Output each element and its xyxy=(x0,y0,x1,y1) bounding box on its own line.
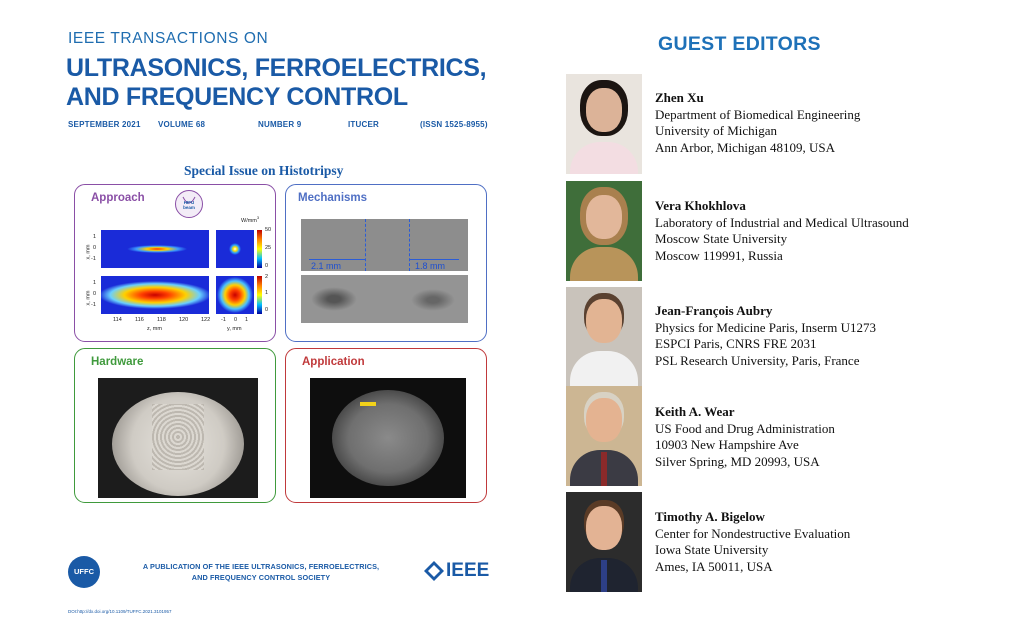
badge-line1: HIFU xyxy=(183,200,195,205)
transducer-photo xyxy=(98,378,258,498)
heat-field-bottom xyxy=(101,276,209,314)
cbar-top-0: 0 xyxy=(265,263,269,269)
tick-bot-1: 1 xyxy=(93,280,97,286)
xtick-122: 122 xyxy=(201,317,211,323)
journal-title-line1: ULTRASONICS, FERROELECTRICS, xyxy=(66,54,487,82)
approach-title: Approach xyxy=(91,192,145,204)
hifu-beam-badge xyxy=(175,190,203,218)
cbar-top-50: 50 xyxy=(265,227,272,233)
editor-affiliation-line: University of Michigan xyxy=(655,123,778,139)
editor-name: Keith A. Wear xyxy=(655,404,735,419)
editor-affiliation-line: Physics for Medicine Paris, Inserm U1273 xyxy=(655,319,876,335)
uffc-logo: UFFC xyxy=(68,556,100,588)
editor-affiliation-line: Ames, IA 50011, USA xyxy=(655,558,773,574)
ieee-diamond-icon xyxy=(424,561,444,581)
colorbar-bottom xyxy=(257,276,262,314)
tick-top-0: 0 xyxy=(93,245,97,251)
ieee-wordmark: IEEE xyxy=(446,560,490,581)
editor-affiliation-line: US Food and Drug Administration xyxy=(655,420,835,436)
doi-link[interactable]: DOI:http://dx.doi.org/10.1109/TUFFC.2021.3101957 xyxy=(68,609,172,614)
measure-1-8mm: 1.8 mm xyxy=(415,261,446,271)
editor-entry-timothy-bigelow xyxy=(655,509,850,575)
measure-2-1mm: 2.1 mm xyxy=(311,261,342,271)
guest-editors-title: GUEST EDITORS xyxy=(658,33,821,55)
xaxis-label: z, mm xyxy=(147,326,162,332)
tick-top-1: 1 xyxy=(93,234,97,240)
editor-photo-jean-francois-aubry xyxy=(566,287,642,387)
cbar-bot-0: 0 xyxy=(265,307,269,313)
editor-entry-zhen-xu xyxy=(655,90,860,156)
ytick-m1: -1 xyxy=(221,317,226,323)
editor-affiliation-line: PSL Research University, Paris, France xyxy=(655,352,860,368)
journal-code: ITUCER xyxy=(348,120,379,129)
heat-cross-bottom xyxy=(216,276,254,314)
editor-affiliation-line: Laboratory of Industrial and Medical Ultrasound xyxy=(655,214,909,230)
editor-entry-jean-francois-aubry xyxy=(655,303,876,369)
pressure-field-top xyxy=(101,230,209,268)
editor-name: Zhen Xu xyxy=(655,90,704,105)
editor-entry-vera-khokhlova xyxy=(655,198,909,264)
cbar-top-25: 25 xyxy=(265,245,272,251)
publication-statement: A PUBLICATION OF THE IEEE ULTRASONICS, FERROELECTRICS, AND FREQUENCY CONTROL SOCIETY xyxy=(142,562,380,582)
application-panel xyxy=(285,348,487,503)
issue-date: SEPTEMBER 2021 xyxy=(68,120,141,129)
mechanism-image-top xyxy=(301,219,468,271)
editor-entry-keith-wear xyxy=(655,404,835,470)
issue-number: NUMBER 9 xyxy=(258,120,302,129)
editor-affiliation-line: Department of Biomedical Engineering xyxy=(655,106,861,122)
hardware-title: Hardware xyxy=(91,356,144,368)
xtick-120: 120 xyxy=(179,317,189,323)
journal-title xyxy=(66,54,486,112)
editor-photo-zhen-xu xyxy=(566,74,642,174)
top-axis-label: x, mm xyxy=(85,244,92,260)
hardware-panel xyxy=(74,348,276,503)
colorbar-unit: $W/mm^3$ xyxy=(241,215,260,224)
ytick-0: 0 xyxy=(234,317,238,323)
yaxis-label: y, mm xyxy=(227,326,242,332)
issn: (ISSN 1525-8955) xyxy=(420,120,488,129)
mechanism-image-bottom xyxy=(301,275,468,323)
editor-affiliation-line: 10903 New Hampshire Ave xyxy=(655,437,799,453)
editor-affiliation-line: Iowa State University xyxy=(655,542,769,558)
ytick-1: 1 xyxy=(245,317,249,323)
pressure-cross-top xyxy=(216,230,254,268)
tick-top-m1: -1 xyxy=(91,256,96,262)
editor-photo-keith-wear xyxy=(566,386,642,486)
editor-name: Jean-François Aubry xyxy=(655,303,773,318)
editor-photo-timothy-bigelow xyxy=(566,492,642,592)
application-title: Application xyxy=(302,356,365,368)
special-issue-title: Special Issue on Histotripsy xyxy=(184,163,344,178)
editor-name: Vera Khokhlova xyxy=(655,198,746,213)
issue-volume: VOLUME 68 xyxy=(158,120,206,129)
xtick-118: 118 xyxy=(157,317,166,323)
xtick-114: 114 xyxy=(113,317,122,323)
cbar-bot-1: 1 xyxy=(265,290,269,296)
bottom-axis-label: x, mm xyxy=(85,290,92,306)
editor-affiliation-line: Center for Nondestructive Evaluation xyxy=(655,525,851,541)
journal-title-line2: AND FREQUENCY CONTROL xyxy=(66,83,408,111)
approach-panel xyxy=(74,184,276,342)
editor-affiliation-line: Moscow State University xyxy=(655,231,788,247)
editor-affiliation-line: Silver Spring, MD 20993, USA xyxy=(655,453,820,469)
editor-affiliation-line: Ann Arbor, Michigan 48109, USA xyxy=(655,139,836,155)
editor-name: Timothy A. Bigelow xyxy=(655,509,765,524)
badge-line2: beam xyxy=(183,205,195,210)
xtick-116: 116 xyxy=(135,317,144,323)
editor-affiliation-line: Moscow 119991, Russia xyxy=(655,247,783,263)
ct-scan-image xyxy=(310,378,466,498)
tick-bot-m1: -1 xyxy=(91,302,96,308)
journal-series: IEEE TRANSACTIONS ON xyxy=(68,30,269,47)
tick-bot-0: 0 xyxy=(93,291,97,297)
editor-affiliation-line: ESPCI Paris, CNRS FRE 2031 xyxy=(655,336,817,352)
cbar-bot-2: 2 xyxy=(265,274,269,280)
editor-photo-vera-khokhlova xyxy=(566,181,642,281)
mechanisms-panel xyxy=(285,184,487,342)
colorbar-top xyxy=(257,230,262,268)
mechanisms-title: Mechanisms xyxy=(298,192,368,204)
